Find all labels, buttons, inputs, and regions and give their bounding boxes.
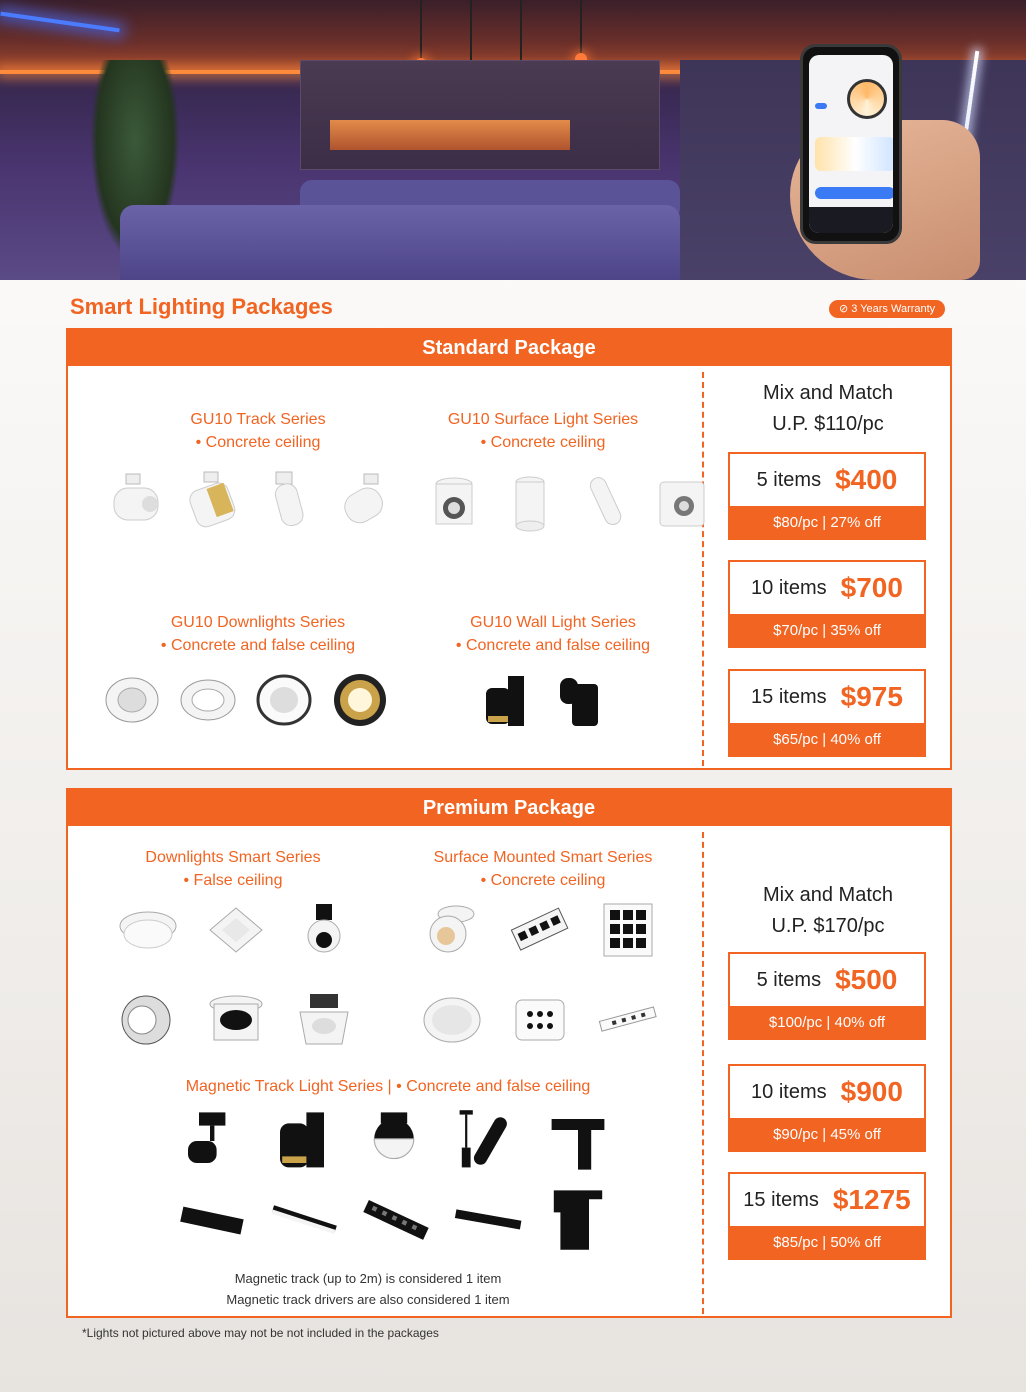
track-light-image (258, 470, 318, 530)
color-dial (847, 79, 887, 119)
price-top (730, 954, 924, 1006)
product-row (408, 900, 672, 960)
price-qty: 15 items (743, 1188, 819, 1211)
series-surface-mounted-smart (408, 846, 678, 892)
product-row (416, 472, 720, 532)
track-light-image (106, 470, 166, 530)
series-gu10-wall (428, 611, 678, 657)
hero-image (0, 0, 1026, 280)
unit-price: U.P. $110/pc (772, 413, 884, 435)
price-qty: 5 items (756, 468, 822, 491)
smart-downlight-image (112, 990, 184, 1050)
magnetic-linear-image (172, 1186, 248, 1252)
surface-smart-image (416, 900, 488, 960)
magnetic-linear-image (356, 1186, 432, 1252)
surface-light-image (500, 472, 560, 532)
downlight-image (330, 670, 390, 730)
price-card (728, 1064, 926, 1152)
series-title: GU10 Surface Light Series (447, 411, 639, 428)
series-magnetic-track (88, 1075, 688, 1098)
series-subtitle: • Concrete ceiling (128, 431, 388, 454)
premium-package (66, 788, 952, 1318)
series-subtitle: • Concrete ceiling (418, 431, 668, 454)
downlight-image (254, 670, 314, 730)
product-row (98, 470, 402, 530)
price-detail: $85/pc | 50% off (730, 1226, 924, 1260)
product-row (104, 990, 368, 1050)
smart-downlight-image (288, 990, 360, 1050)
surface-light-image (424, 472, 484, 532)
product-row (104, 900, 368, 960)
track-light-image (182, 470, 242, 530)
price-amount: $400 (835, 464, 898, 495)
kitchen-counter (330, 120, 570, 150)
surface-smart-image (416, 990, 488, 1050)
price-detail: $70/pc | 35% off (730, 614, 924, 648)
price-qty: 15 items (751, 685, 827, 708)
price-top (730, 1174, 924, 1226)
price-qty: 10 items (751, 576, 827, 599)
series-title: Downlights Smart Series (145, 849, 321, 866)
magnetic-light-image (448, 1108, 524, 1174)
magnetic-light-image (264, 1108, 340, 1174)
surface-light-image (652, 472, 712, 532)
smart-downlight-image (200, 990, 272, 1050)
price-detail: $65/pc | 40% off (730, 723, 924, 757)
price-card (728, 952, 926, 1040)
series-downlights-smart (108, 846, 358, 892)
surface-smart-image (504, 990, 576, 1050)
series-title: Magnetic Track Light Series | • Concrete and false ceiling (185, 1078, 591, 1095)
price-amount: $500 (835, 964, 898, 995)
product-row (466, 670, 618, 730)
product-row (94, 670, 398, 730)
phone-screen (809, 55, 893, 233)
premium-package-header: Premium Package (68, 790, 950, 826)
standard-package-header: Standard Package (68, 330, 950, 366)
mix-match-title: Mix and Match (762, 884, 894, 906)
price-amount: $975 (840, 681, 903, 712)
series-subtitle: • Concrete ceiling (408, 869, 678, 892)
switch-toggle (815, 103, 827, 109)
note-line: Magnetic track drivers are also considered 1 item (226, 1292, 510, 1307)
price-top (730, 562, 924, 614)
price-detail: $80/pc | 27% off (730, 506, 924, 540)
product-row (164, 1108, 624, 1174)
magnetic-notes (168, 1268, 568, 1310)
page-title: Smart Lighting Packages (70, 294, 333, 319)
downlight-image (102, 670, 162, 730)
series-gu10-surface (418, 408, 668, 454)
smart-downlight-image (112, 900, 184, 960)
footnote: *Lights not pictured above may not be not included in the packages (82, 1326, 439, 1340)
surface-smart-image (504, 900, 576, 960)
kitchen-cabinets (300, 60, 660, 170)
series-title: GU10 Track Series (190, 411, 326, 428)
price-card (728, 560, 926, 648)
surface-light-image (576, 472, 636, 532)
warranty-text: 3 Years Warranty (851, 303, 936, 315)
warranty-badge (829, 300, 945, 318)
surface-smart-image (592, 990, 664, 1050)
phone-nav (809, 207, 893, 233)
series-title: Surface Mounted Smart Series (433, 849, 653, 866)
price-detail: $90/pc | 45% off (730, 1118, 924, 1152)
wall-light-image (550, 670, 610, 730)
product-row (164, 1186, 624, 1252)
series-gu10-track (128, 408, 388, 454)
price-amount: $1275 (832, 1184, 911, 1215)
price-detail: $100/pc | 40% off (730, 1006, 924, 1040)
price-card (728, 669, 926, 757)
mix-match-title: Mix and Match (762, 382, 894, 404)
smart-downlight-image (288, 900, 360, 960)
surface-smart-image (592, 900, 664, 960)
mix-match (704, 378, 952, 440)
magnetic-linear-image (448, 1186, 524, 1252)
price-qty: 10 items (751, 1080, 827, 1103)
series-subtitle: • Concrete and false ceiling (108, 634, 408, 657)
price-card (728, 452, 926, 540)
brightness-bar (815, 187, 893, 199)
series-subtitle: • False ceiling (108, 869, 358, 892)
color-swatch (815, 137, 893, 171)
magnetic-light-image (356, 1108, 432, 1174)
note-line: Magnetic track (up to 2m) is considered 1 item (234, 1271, 502, 1286)
smart-downlight-image (200, 900, 272, 960)
downlight-image (178, 670, 238, 730)
series-subtitle: • Concrete and false ceiling (428, 634, 678, 657)
price-top (730, 454, 924, 506)
magnetic-track-image (540, 1108, 616, 1174)
series-title: GU10 Wall Light Series (470, 614, 636, 631)
price-top (730, 1066, 924, 1118)
unit-price: U.P. $170/pc (771, 915, 885, 937)
wall-light-image (474, 670, 534, 730)
series-title: GU10 Downlights Series (170, 614, 346, 631)
magnetic-track-image (540, 1186, 616, 1252)
magnetic-light-image (172, 1108, 248, 1174)
price-qty: 5 items (756, 968, 822, 991)
sofa (120, 205, 680, 280)
smartphone (800, 44, 902, 244)
price-amount: $700 (840, 572, 903, 603)
series-gu10-downlights (108, 611, 408, 657)
pendant-lamp (580, 0, 582, 55)
price-card (728, 1172, 926, 1260)
magnetic-linear-image (264, 1186, 340, 1252)
price-top (730, 671, 924, 723)
track-light-image (334, 470, 394, 530)
price-amount: $900 (840, 1076, 903, 1107)
shield-check-icon: ⊘ (839, 303, 849, 315)
standard-package (66, 328, 952, 770)
mix-match (704, 880, 952, 942)
pendant-lamp (420, 0, 422, 60)
product-row (408, 990, 672, 1050)
